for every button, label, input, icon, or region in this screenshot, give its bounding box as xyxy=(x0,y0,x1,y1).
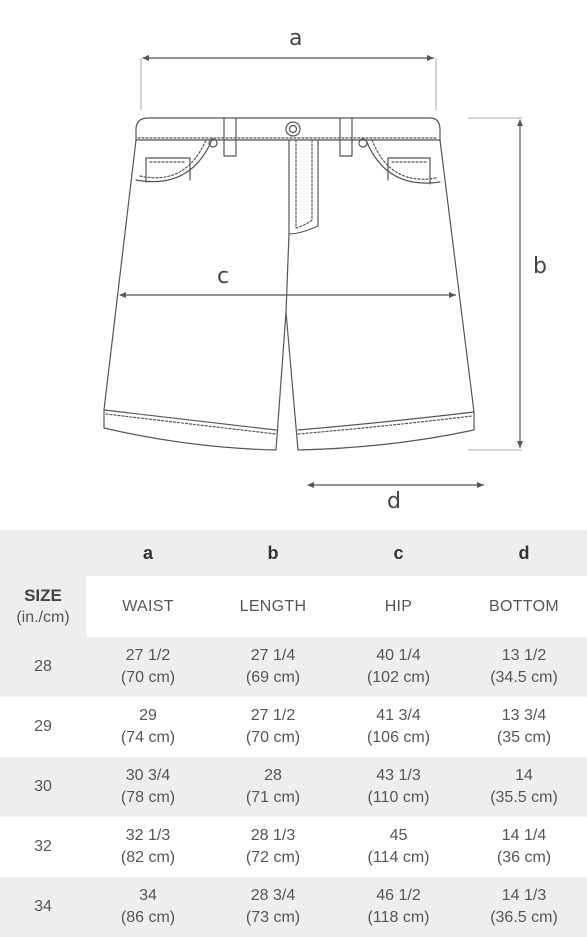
size-cell: 28 xyxy=(34,658,52,675)
size-cell: 30 xyxy=(34,778,52,795)
bottom-cell xyxy=(461,637,587,697)
size-cell: 29 xyxy=(34,718,52,735)
length-cell xyxy=(210,697,336,757)
length-cell xyxy=(210,877,336,937)
dimension-label-b: b xyxy=(533,254,547,279)
table-row xyxy=(0,817,587,877)
table-row xyxy=(0,697,587,757)
cm-value: (72 cm) xyxy=(245,849,301,866)
header-bottom: BOTTOM xyxy=(489,597,559,615)
cm-value: (73 cm) xyxy=(245,909,301,926)
measurement-letter-row xyxy=(0,530,587,576)
size-chart-table xyxy=(0,530,587,937)
length-cell xyxy=(210,817,336,877)
inch-value: 45 xyxy=(389,827,408,844)
hip-cell xyxy=(336,817,461,877)
inch-value: 43 1/3 xyxy=(376,767,421,784)
table-row xyxy=(0,877,587,937)
cm-value: (114 cm) xyxy=(367,849,430,866)
bottom-cell xyxy=(461,697,587,757)
cm-value: (70 cm) xyxy=(245,729,301,746)
waist-cell xyxy=(86,637,210,697)
dimension-label-a: a xyxy=(289,26,303,51)
header-length: LENGTH xyxy=(239,597,307,615)
size-cell: 32 xyxy=(34,838,52,855)
inch-value: 46 1/2 xyxy=(376,887,421,904)
inch-value: 27 1/2 xyxy=(125,647,171,664)
cm-value: (70 cm) xyxy=(120,669,176,686)
inch-value: 28 1/3 xyxy=(250,827,296,844)
cm-value: (82 cm) xyxy=(120,849,176,866)
waist-cell xyxy=(86,877,210,937)
dimension-label-d: d xyxy=(387,489,401,514)
inch-value: 14 1/4 xyxy=(501,827,547,844)
waist-cell xyxy=(86,697,210,757)
cm-value: (71 cm) xyxy=(245,789,301,806)
inch-value: 40 1/4 xyxy=(376,647,421,664)
letter-cell-d: d xyxy=(518,543,530,563)
cm-value: (35 cm) xyxy=(496,729,552,746)
inch-value: 34 xyxy=(139,887,157,904)
hip-cell xyxy=(336,877,461,937)
cm-value: (69 cm) xyxy=(245,669,301,686)
inch-value: 27 1/2 xyxy=(250,707,296,724)
cm-value: (78 cm) xyxy=(120,789,176,806)
size-header-label: SIZE xyxy=(24,585,62,605)
cm-value: (118 cm) xyxy=(367,909,430,926)
length-cell xyxy=(210,637,336,697)
cm-value: (86 cm) xyxy=(120,909,176,926)
inch-value: 30 3/4 xyxy=(125,767,171,784)
cm-value: (74 cm) xyxy=(120,729,176,746)
hip-cell xyxy=(336,697,461,757)
length-cell xyxy=(210,757,336,817)
size-header-unit: (in./cm) xyxy=(16,608,70,626)
cm-value: (102 cm) xyxy=(366,669,431,686)
inch-value: 27 1/4 xyxy=(250,647,296,664)
inch-value: 14 1/3 xyxy=(501,887,547,904)
size-cell: 34 xyxy=(34,898,52,915)
bottom-cell xyxy=(461,757,587,817)
inch-value: 32 1/3 xyxy=(125,827,171,844)
cm-value: (36.5 cm) xyxy=(490,909,558,926)
bottom-cell xyxy=(461,817,587,877)
hip-cell xyxy=(336,637,461,697)
hip-cell xyxy=(336,757,461,817)
dimension-label-c: c xyxy=(217,264,230,289)
inch-value: 14 xyxy=(515,767,533,784)
letter-cell-a: a xyxy=(142,543,153,563)
waist-cell xyxy=(86,757,210,817)
inch-value: 28 xyxy=(264,767,282,784)
cm-value: (110 cm) xyxy=(367,789,430,806)
cm-value: (35.5 cm) xyxy=(490,789,558,806)
inch-value: 13 1/2 xyxy=(501,647,547,664)
cm-value: (36 cm) xyxy=(496,849,552,866)
cm-value: (106 cm) xyxy=(366,729,431,746)
table-row xyxy=(0,757,587,817)
waist-cell xyxy=(86,817,210,877)
inch-value: 13 3/4 xyxy=(501,707,547,724)
measurement-header-row xyxy=(0,576,587,637)
table-row xyxy=(0,637,587,697)
inch-value: 29 xyxy=(139,707,157,724)
letter-cell-b: b xyxy=(267,543,279,563)
cm-value: (34.5 cm) xyxy=(490,669,558,686)
letter-corner-cell xyxy=(0,530,86,576)
header-waist: WAIST xyxy=(122,597,174,615)
letter-cell-c: c xyxy=(393,543,404,563)
bottom-cell xyxy=(461,877,587,937)
size-header-cell xyxy=(0,576,86,637)
header-hip: HIP xyxy=(384,597,413,615)
inch-value: 41 3/4 xyxy=(376,707,421,724)
inch-value: 28 3/4 xyxy=(250,887,296,904)
